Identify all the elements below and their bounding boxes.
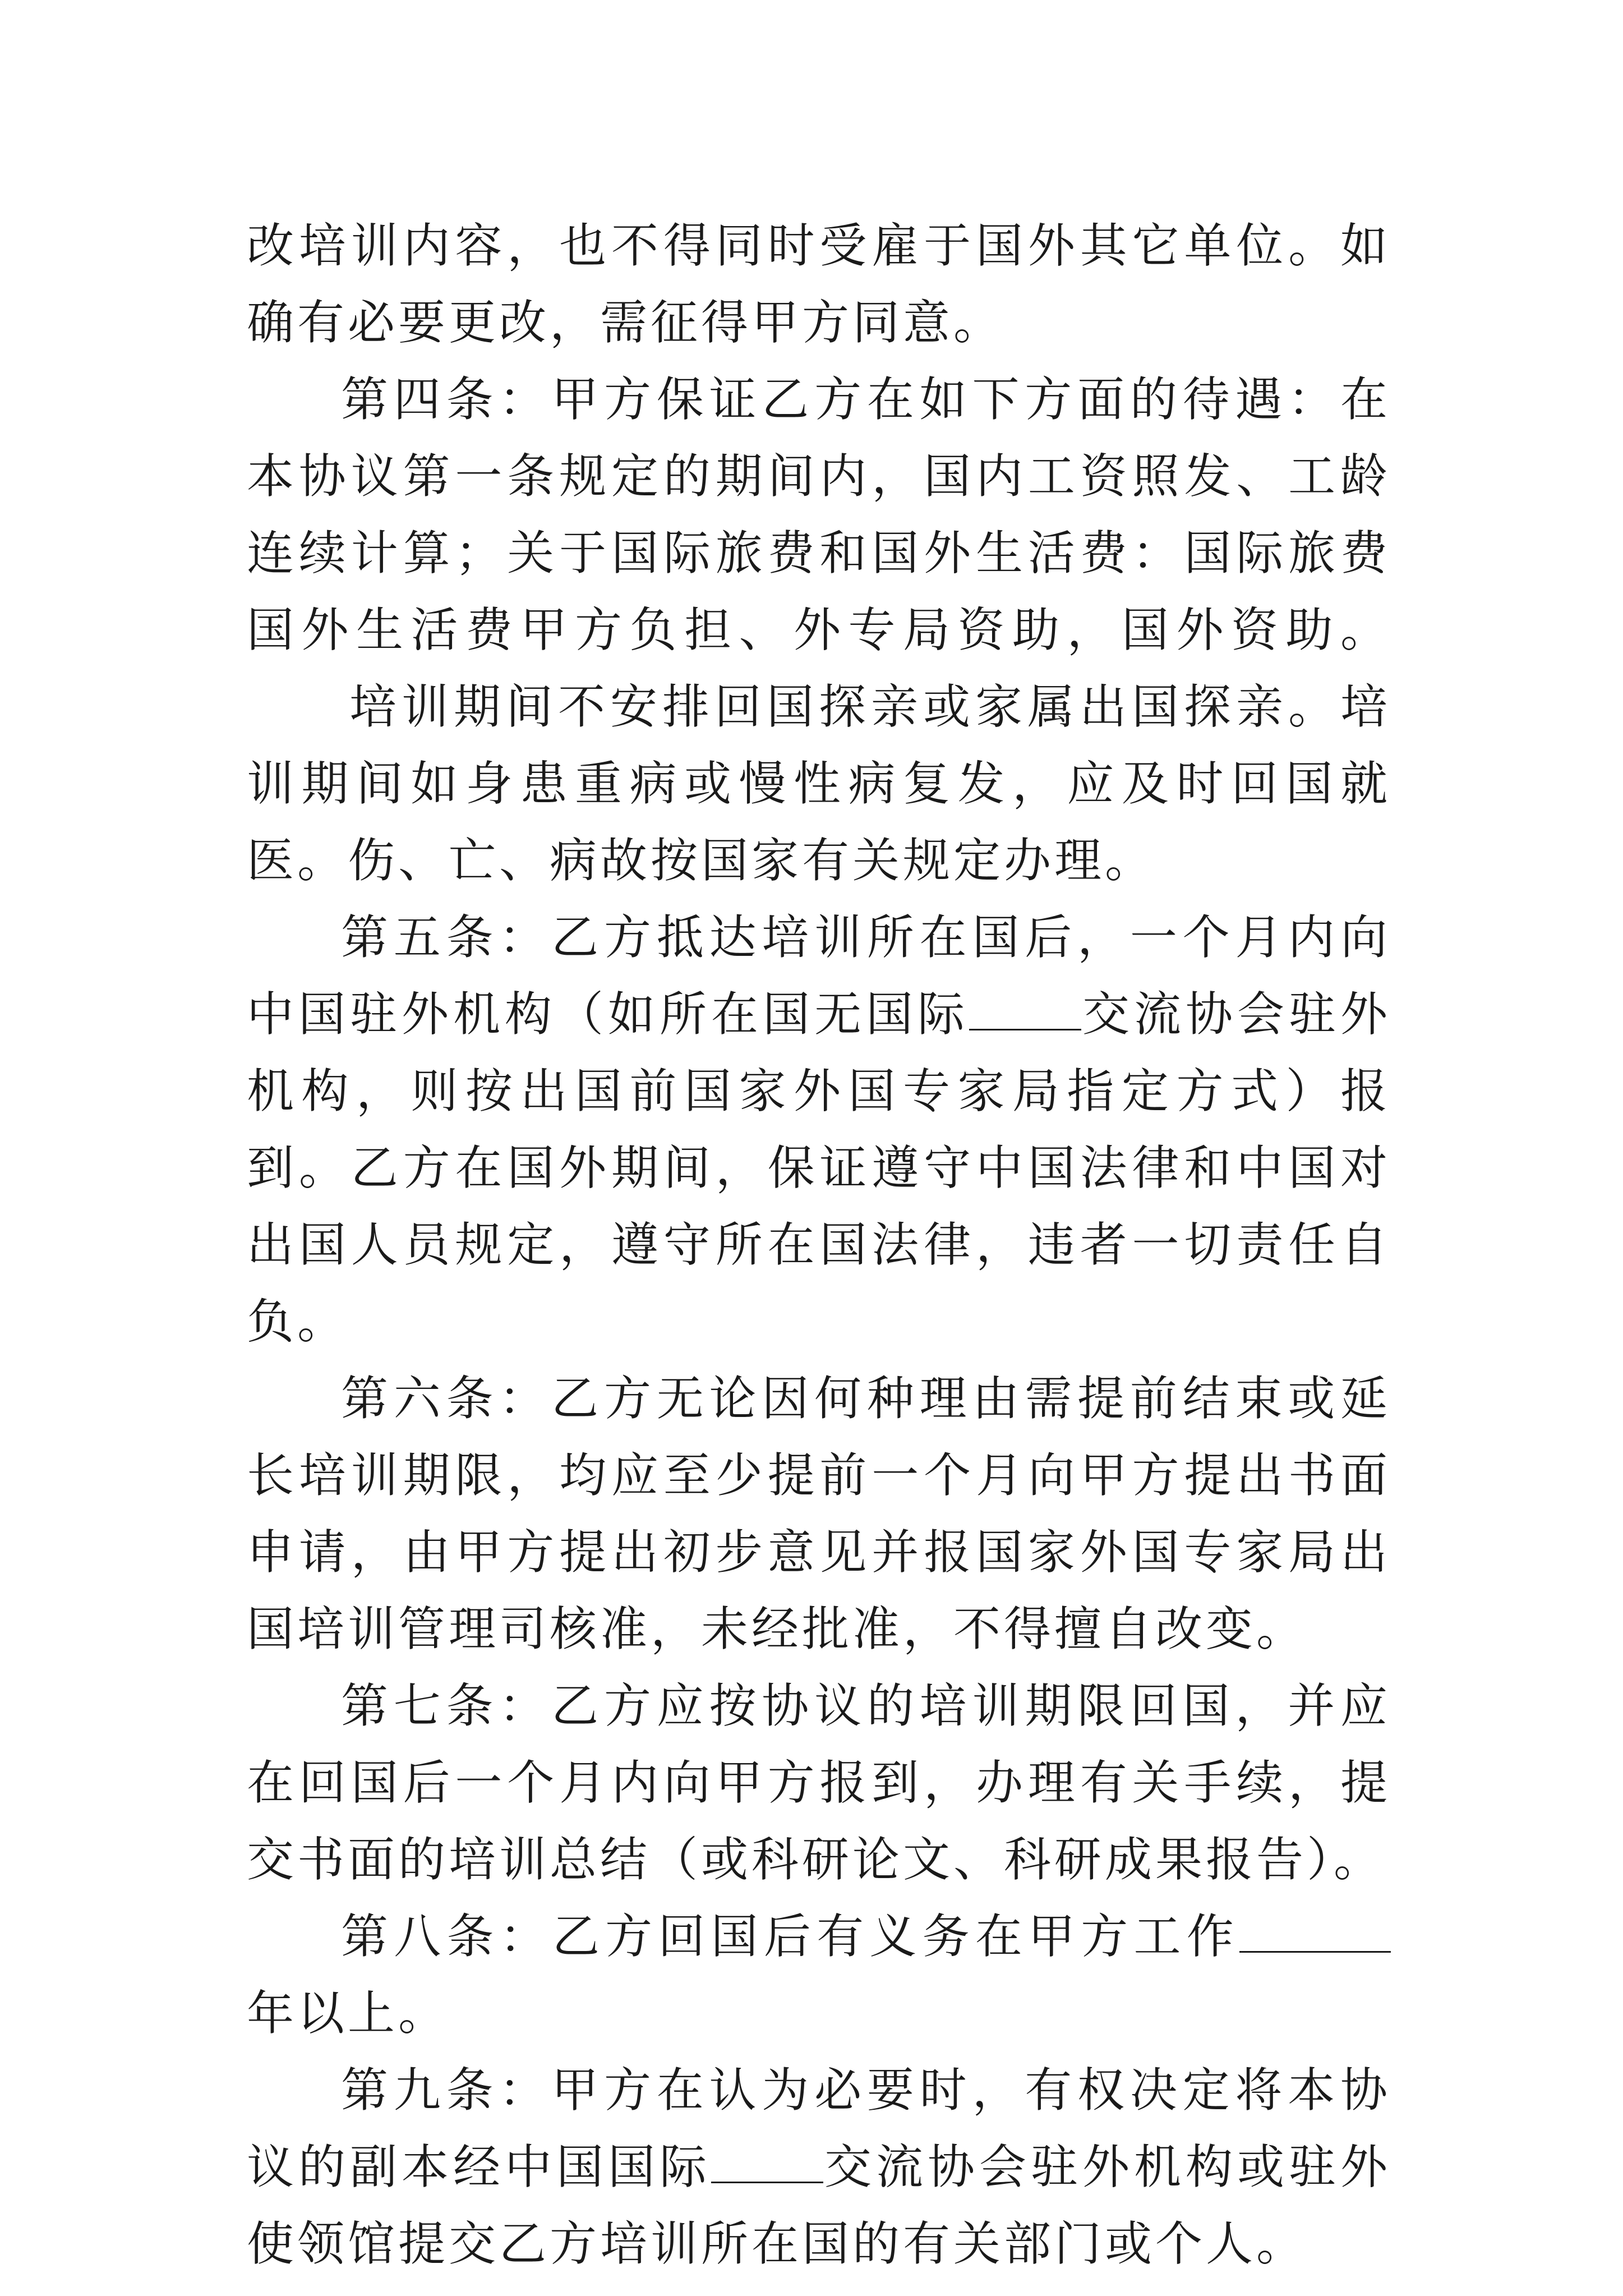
paragraph-text: 交流协会驻外机构或驻外使领馆提交乙方培训所在国的有关部门或个人。 <box>247 2139 1391 2271</box>
paragraph-text: 交流协会驻外机构，则按出国前国家外国专家局指定方式）报到。乙方在国外期间，保证遵守中国法律和中国对出国人员规定，遵守所在国法律，违者一切责任自负。 <box>247 987 1391 1349</box>
article-6 <box>247 1360 1391 1668</box>
paragraph-text: 改培训内容，也不得同时受雇于国外其它单位。如确有必要更改，需征得甲方同意。 <box>247 218 1391 350</box>
article-5 <box>247 899 1391 1360</box>
fill-in-blank[interactable] <box>711 2142 823 2183</box>
paragraph-text: 第六条：乙方无论因何种理由需提前结束或延长培训期限，均应至少提前一个月向甲方提出书面申请，由甲方提出初步意见并报国家外国专家局出国培训管理司核准，未经批准，不得擅自改变。 <box>247 1371 1391 1657</box>
paragraph-text: 年以上。 <box>247 1986 449 2041</box>
article-4 <box>247 361 1391 899</box>
paragraph-continuation <box>247 208 1391 361</box>
document-body <box>247 208 1391 2283</box>
article-9 <box>247 2052 1391 2283</box>
paragraph-text: 培训期间不安排回国探亲或家属出国探亲。培训期间如身患重病或慢性病复发，应及时回国就医。伤、亡、病故按国家有关规定办理。 <box>247 679 1391 888</box>
paragraph-text: 第五条：乙方抵达培训所在国后，一个月内向中国驻外机构（如所在国无国际 <box>247 910 1391 1042</box>
article-8 <box>247 1898 1391 2052</box>
fill-in-blank[interactable] <box>969 990 1081 1030</box>
fill-in-blank[interactable] <box>1239 1912 1391 1953</box>
paragraph-text: 第四条：甲方保证乙方在如下方面的待遇：在本协议第一条规定的期间内，国内工资照发、工龄连续计算；关于国际旅费和国外生活费：国际旅费国外生活费甲方负担、外专局资助，国外资助。 <box>247 372 1391 657</box>
article-7 <box>247 1668 1391 1898</box>
paragraph-text: 第八条：乙方回国后有义务在甲方工作 <box>341 1909 1239 1964</box>
paragraph-text: 第七条：乙方应按协议的培训期限回国，并应在回国后一个月内向甲方报到，办理有关手续，提交书面的培训总结（或科研论文、科研成果报告）。 <box>247 1678 1391 1887</box>
paragraph-text: 第九条：甲方在认为必要时，有权决定将本协议的副本经中国国际 <box>247 2063 1391 2194</box>
